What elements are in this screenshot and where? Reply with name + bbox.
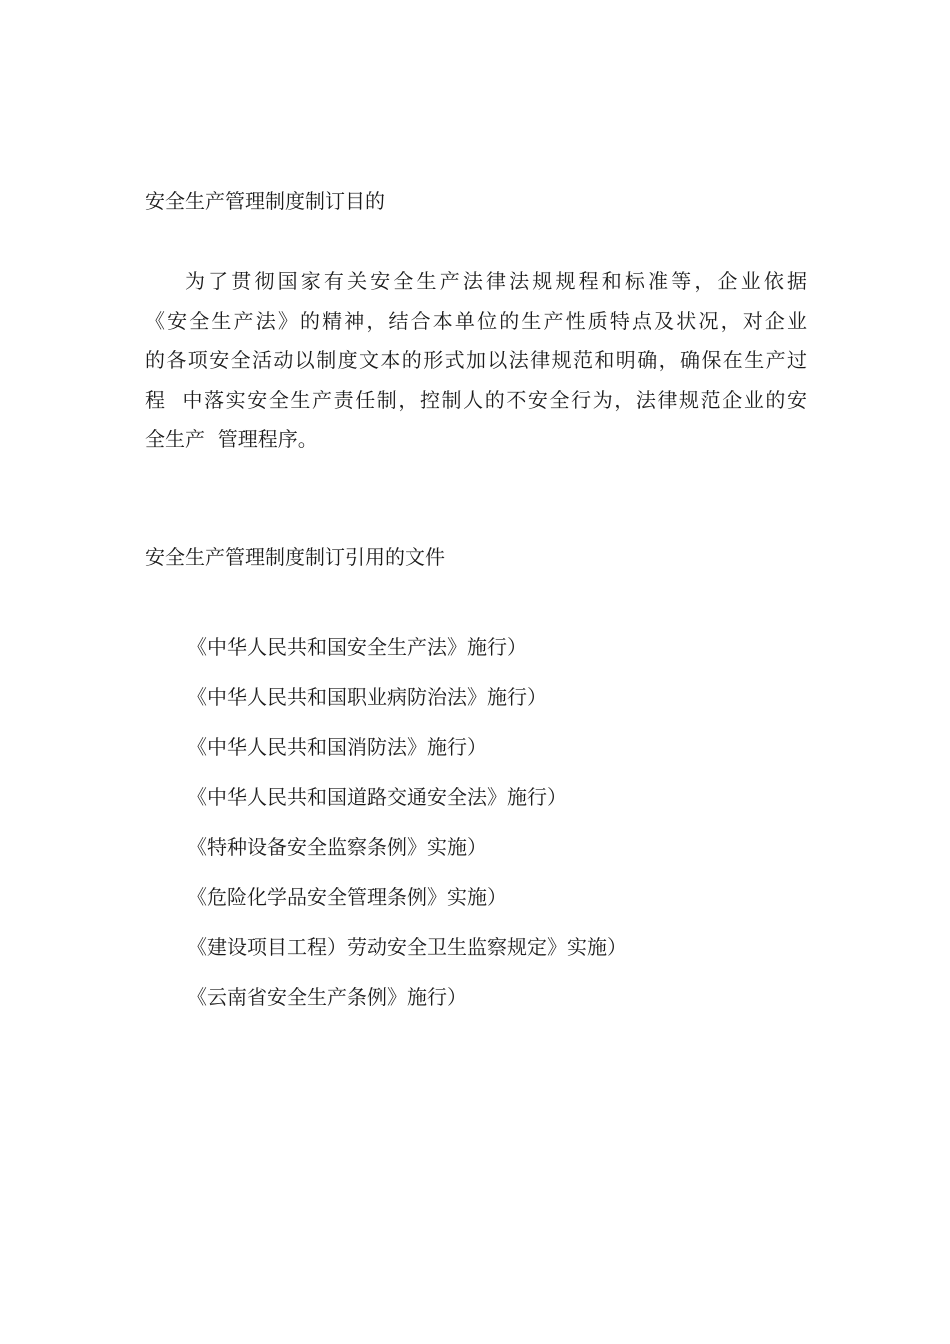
purpose-paragraph [145, 262, 807, 460]
paragraph-line: 的各项安全活动以制度文本的形式加以法律规范和明确，确保在生产过 [145, 348, 807, 372]
reference-item: 《危险化学品安全管理条例》实施） [187, 885, 507, 909]
paragraph-line: 《安全生产法》的精神，结合本单位的生产性质特点及状况，对企业 [145, 308, 807, 333]
paragraph-line: 程 中落实安全生产责任制，控制人的不安全行为，法律规范企业的安 [145, 387, 807, 412]
section-heading-references: 安全生产管理制度制订引用的文件 [145, 545, 445, 569]
paragraph-line: 全生产 管理程序。 [145, 427, 318, 451]
reference-item: 《中华人民共和国安全生产法》施行） [187, 635, 527, 659]
reference-item: 《建设项目工程）劳动安全卫生监察规定》实施） [187, 935, 627, 959]
reference-item: 《特种设备安全监察条例》实施） [187, 835, 487, 859]
reference-item: 《中华人民共和国消防法》施行） [187, 735, 487, 759]
section-heading-purpose: 安全生产管理制度制订目的 [145, 189, 385, 213]
reference-item: 《云南省安全生产条例》施行） [187, 985, 467, 1009]
paragraph-line: 为了贯彻国家有关安全生产法律法规规程和标准等，企业依据 [185, 269, 807, 293]
reference-list [187, 622, 627, 1022]
reference-item: 《中华人民共和国职业病防治法》施行） [187, 685, 547, 709]
reference-item: 《中华人民共和国道路交通安全法》施行） [187, 785, 567, 809]
